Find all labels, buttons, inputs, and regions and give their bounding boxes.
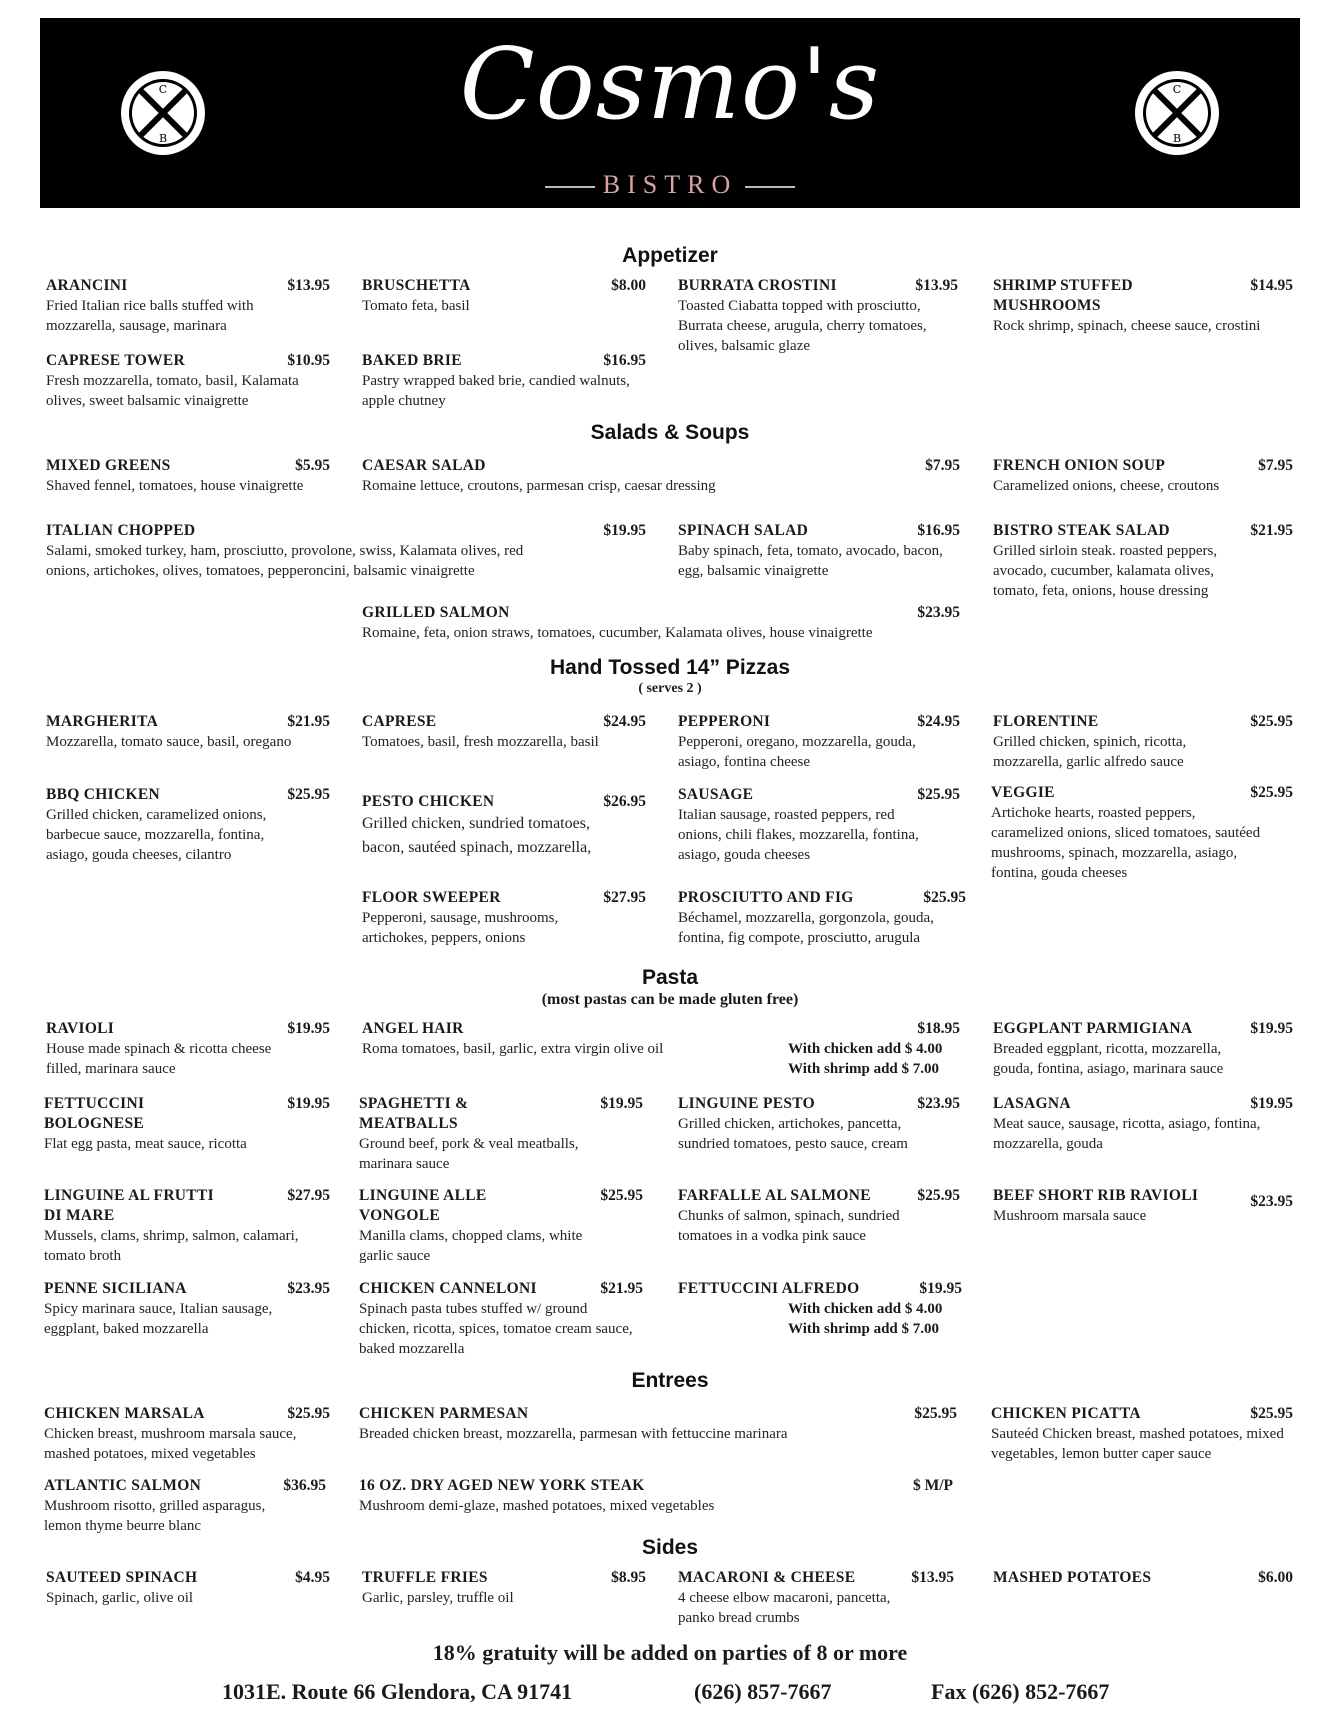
phone-number: (626) 857-7667 — [694, 1679, 832, 1704]
menu-item-french-onion-soup: FRENCH ONION SOUP $7.95 Caramelized onions, cheese, croutons — [993, 457, 1293, 494]
menu-item-mashed-potatoes: MASHED POTATOES $6.00 — [993, 1569, 1293, 1586]
menu-item-sauteed-spinach: SAUTEED SPINACH $4.95 Spinach, garlic, olive oil — [46, 1569, 330, 1606]
fax-number: Fax (626) 852-7667 — [931, 1679, 1110, 1704]
menu-item-lasagna: LASAGNA $19.95 Meat sauce, sausage, ricotta, asiago, fontina, mozzarella, gouda — [993, 1095, 1293, 1152]
section-title-salads-soups: Salads & Soups — [590, 421, 750, 444]
menu-item-arancini: ARANCINI $13.95 Fried Italian rice balls stuffed with mozzarella, sausage, marinara — [46, 277, 330, 334]
menu-item-chicken-parmesan: CHICKEN PARMESAN $25.95 Breaded chicken breast, mozzarella, parmesan with fettuccine marinara — [359, 1405, 957, 1442]
menu-item-pepperoni: PEPPERONI $24.95 Pepperoni, oregano, mozzarella, gouda, asiago, fontina cheese — [678, 713, 960, 770]
menu-item-floor-sweeper: FLOOR SWEEPER $27.95 Pepperoni, sausage, mushrooms, artichokes, peppers, onions — [362, 889, 646, 946]
menu-item-beef-short-rib-ravioli: BEEF SHORT RIB RAVIOLI $23.95 Mushroom marsala sauce — [993, 1187, 1293, 1224]
menu-item-caesar-salad: CAESAR SALAD $7.95 Romaine lettuce, croutons, parmesan crisp, caesar dressing — [362, 457, 960, 494]
menu-item-eggplant-parmigiana: EGGPLANT PARMIGIANA $19.95 Breaded eggplant, ricotta, mozzarella, gouda, fontina, asiago, marinara sauce — [993, 1020, 1293, 1077]
gratuity-notice: 18% gratuity will be added on parties of 8 or more — [432, 1640, 908, 1665]
section-title-pasta: Pasta — [641, 966, 699, 989]
menu-item-chicken-marsala: CHICKEN MARSALA $25.95 Chicken breast, mushroom marsala sauce, mashed potatoes, mixed vegetables — [44, 1405, 330, 1462]
section-title-entrees: Entrees — [631, 1369, 709, 1392]
menu-item-fettuccini-alfredo: FETTUCCINI ALFREDO $19.95 With chicken add $ 4.00 With shrimp add $ 7.00 — [678, 1280, 962, 1337]
header-banner — [40, 18, 1300, 208]
menu-item-macaroni-cheese: MACARONI & CHEESE $13.95 4 cheese elbow macaroni, pancetta, panko bread crumbs — [678, 1569, 954, 1626]
menu-item-shrimp-stuffed-mushrooms: SHRIMP STUFFED MUSHROOMS $14.95 Rock shrimp, spinach, cheese sauce, crostini — [993, 277, 1293, 334]
menu-item-ny-steak: 16 OZ. DRY AGED NEW YORK STEAK $ M/P Mushroom demi-glaze, mashed potatoes, mixed vegetables — [359, 1477, 953, 1514]
menu-item-italian-chopped: ITALIAN CHOPPED $19.95 Salami, smoked turkey, ham, prosciutto, provolone, swiss, Kalamata olives, red onions, artichokes, olives, tomatoes, pepperoncini, balsamic vinaigrette — [46, 522, 646, 579]
emblem-letter-bottom: B — [1172, 132, 1182, 145]
section-note-pizzas: ( serves 2 ) — [638, 681, 702, 696]
menu-item-ravioli: RAVIOLI $19.95 House made spinach & ricotta cheese filled, marinara sauce — [46, 1020, 330, 1077]
menu-item-burrata-crostini: BURRATA CROSTINI $13.95 Toasted Ciabatta topped with prosciutto, Burrata cheese, arugula, cherry tomatoes, olives, balsamic glaze — [678, 277, 958, 354]
menu-item-grilled-salmon: GRILLED SALMON $23.95 Romaine, feta, onion straws, tomatoes, cucumber, Kalamata olives, house vinaigrette — [362, 604, 960, 641]
menu-item-florentine: FLORENTINE $25.95 Grilled chicken, spinich, ricotta, mozzarella, garlic alfredo sauce — [993, 713, 1293, 770]
brand-logo: Cosmo's — [459, 28, 881, 142]
menu-item-bruschetta: BRUSCHETTA $8.00 Tomato feta, basil — [362, 277, 646, 314]
emblem-letter-top: C — [1172, 83, 1182, 96]
menu-item-baked-brie: BAKED BRIE $16.95 Pastry wrapped baked brie, candied walnuts, apple chutney — [362, 352, 646, 409]
menu-item-linguine-al-frutti-di-mare: LINGUINE AL FRUTTI DI MARE $27.95 Mussels, clams, shrimp, salmon, calamari, tomato broth — [44, 1187, 330, 1264]
menu-item-veggie: VEGGIE $25.95 Artichoke hearts, roasted peppers, caramelized onions, sliced tomatoes, sautéed mushrooms, spinach, mozzarella, asiago, fontina, gouda cheeses — [991, 784, 1293, 881]
emblem-letter-bottom: B — [158, 132, 168, 145]
menu-item-farfalle-al-salmone: FARFALLE AL SALMONE $25.95 Chunks of salmon, spinach, sundried tomatoes in a vodka pink sauce — [678, 1187, 960, 1244]
menu-item-bbq-chicken: BBQ CHICKEN $25.95 Grilled chicken, caramelized onions, barbecue sauce, mozzarella, fontina, asiago, gouda cheeses, cilantro — [46, 786, 330, 863]
menu-item-pesto-chicken: PESTO CHICKEN $26.95 Grilled chicken, sundried tomatoes, bacon, sautéed spinach, mozzarella, — [362, 793, 646, 856]
menu-item-linguine-alle-vongole: LINGUINE ALLE VONGOLE $25.95 Manilla clams, chopped clams, white garlic sauce — [359, 1187, 643, 1264]
brand-subtitle: BISTRO — [40, 170, 1300, 200]
menu-item-chicken-picatta: CHICKEN PICATTA $25.95 Sauteéd Chicken breast, mashed potatoes, mixed vegetables, lemon butter caper sauce — [991, 1405, 1293, 1462]
section-title-pizzas: Hand Tossed 14” Pizzas — [549, 656, 791, 679]
menu-item-bistro-steak-salad: BISTRO STEAK SALAD $21.95 Grilled sirloin steak. roasted peppers, avocado, cucumber, kalamata olives, tomato, feta, onions, house dressing — [993, 522, 1293, 599]
menu-item-sausage: SAUSAGE $25.95 Italian sausage, roasted peppers, red onions, chili flakes, mozzarella, fontina, asiago, gouda cheeses — [678, 786, 960, 863]
menu-item-angel-hair: ANGEL HAIR $18.95 Roma tomatoes, basil, garlic, extra virgin olive oil With chicken add $ 4.00 With shrimp add $ 7.00 — [362, 1020, 960, 1077]
menu-item-truffle-fries: TRUFFLE FRIES $8.95 Garlic, parsley, truffle oil — [362, 1569, 646, 1606]
menu-item-spaghetti-meatballs: SPAGHETTI & MEATBALLS $19.95 Ground beef, pork & veal meatballs, marinara sauce — [359, 1095, 643, 1172]
menu-item-margherita: MARGHERITA $21.95 Mozzarella, tomato sauce, basil, oregano — [46, 713, 330, 750]
menu-item-prosciutto-and-fig: PROSCIUTTO AND FIG $25.95 Béchamel, mozzarella, gorgonzola, gouda, fontina, fig compote, prosciutto, arugula — [678, 889, 966, 946]
menu-item-caprese-tower: CAPRESE TOWER $10.95 Fresh mozzarella, tomato, basil, Kalamata olives, sweet balsamic vinaigrette — [46, 352, 330, 409]
menu-item-fettuccini-bolognese: FETTUCCINI BOLOGNESE $19.95 Flat egg pasta, meat sauce, ricotta — [44, 1095, 330, 1152]
menu-item-caprese-pizza: CAPRESE $24.95 Tomatoes, basil, fresh mozzarella, basil — [362, 713, 646, 750]
address: 1031E. Route 66 Glendora, CA 91741 — [222, 1679, 573, 1704]
menu-item-chicken-canneloni: CHICKEN CANNELONI $21.95 Spinach pasta tubes stuffed w/ ground chicken, ricotta, spices, tomatoe cream sauce, baked mozzarella — [359, 1280, 643, 1357]
menu-item-linguine-pesto: LINGUINE PESTO $23.95 Grilled chicken, artichokes, pancetta, sundried tomatoes, pesto sauce, cream — [678, 1095, 960, 1152]
section-title-sides: Sides — [641, 1536, 699, 1559]
section-title-appetizer: Appetizer — [622, 244, 718, 267]
menu-item-atlantic-salmon: ATLANTIC SALMON $36.95 Mushroom risotto, grilled asparagus, lemon thyme beurre blanc — [44, 1477, 326, 1534]
section-note-pasta: (most pastas can be made gluten free) — [541, 991, 799, 1008]
menu-item-mixed-greens: MIXED GREENS $5.95 Shaved fennel, tomatoes, house vinaigrette — [46, 457, 330, 494]
menu-item-spinach-salad: SPINACH SALAD $16.95 Baby spinach, feta, tomato, avocado, bacon, egg, balsamic vinaigrette — [678, 522, 960, 579]
emblem-letter-top: C — [158, 83, 168, 96]
menu-item-penne-siciliana: PENNE SICILIANA $23.95 Spicy marinara sauce, Italian sausage, eggplant, baked mozzarella — [44, 1280, 330, 1337]
